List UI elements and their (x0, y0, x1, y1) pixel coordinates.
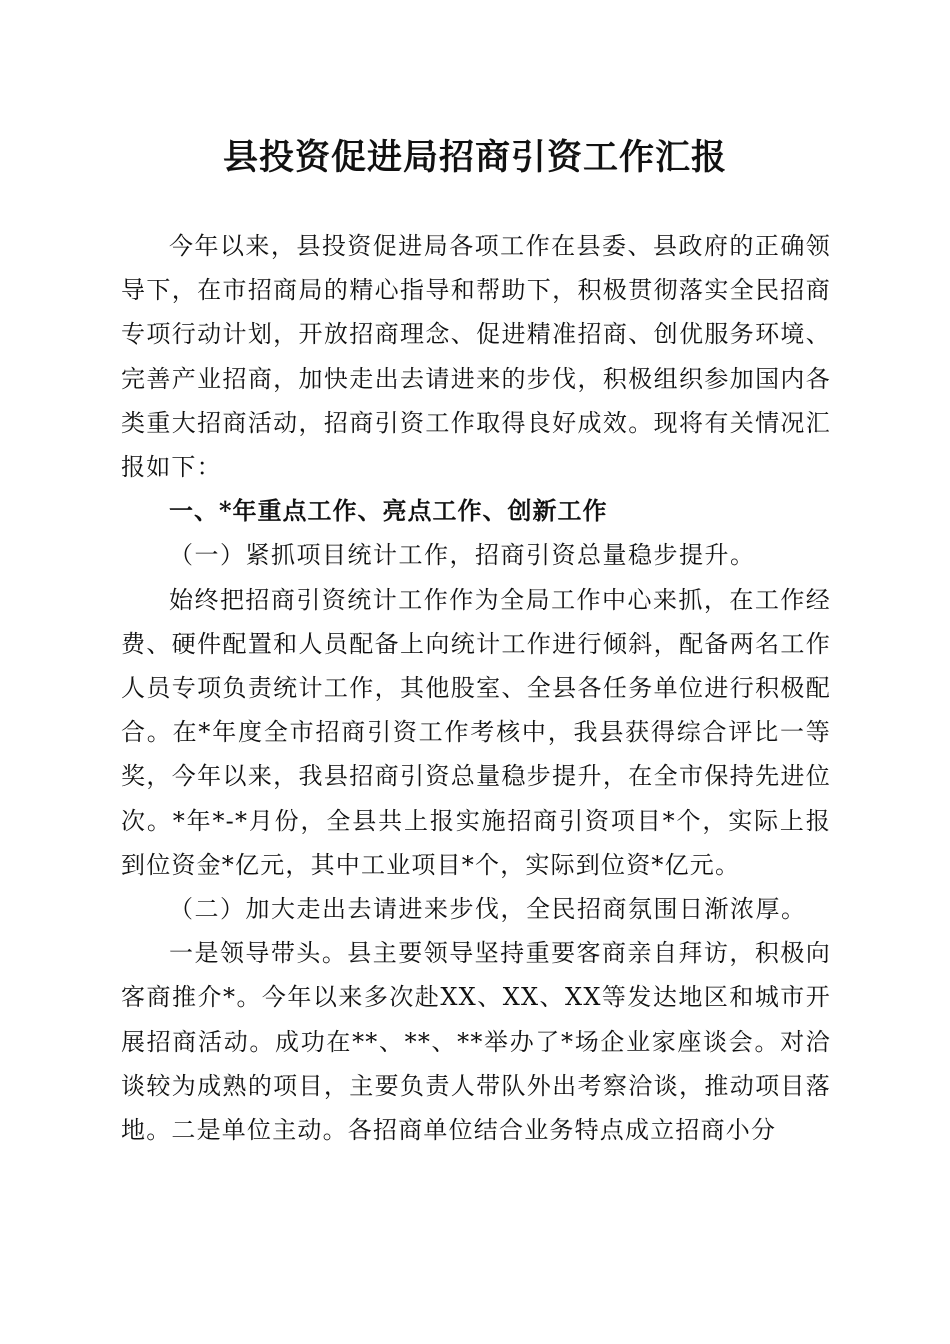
section-heading: 一、*年重点工作、亮点工作、创新工作 (169, 496, 608, 526)
intro-paragraph: 今年以来，县投资促进局各项工作在县委、县政府的正确领导下，在市招商局的精心指导和帮助下，积极贯彻落实全民招商专项行动计划，开放招商理念、促进精准招商、创优服务环境、完善产业招商，加快走出去请进来的步伐，积极组织参加国内各类重大招商活动，招商引资工作取得良好成效。现将有关情况汇报如下： (121, 232, 831, 482)
document-body (121, 224, 831, 1152)
subsection-heading: （一）紧抓项目统计工作，招商引资总量稳步提升。 (169, 541, 756, 570)
body-paragraph: 一是领导带头。县主要领导坚持重要客商亲自拜访，积极向客商推介*。今年以来多次赴XX、XX、XX等发达地区和城市开展招商活动。成功在**、**、**举办了*场企业家座谈会。对洽谈较为成熟的项目，主要负责人带队外出考察洽谈，推动项目落地。二是单位主动。各招商单位结合业务特点成立招商小分 (121, 939, 831, 1145)
body-paragraph: 始终把招商引资统计工作作为全局工作中心来抓，在工作经费、硬件配置和人员配备上向统计工作进行倾斜，配备两名工作人员专项负责统计工作，其他股室、全县各任务单位进行积极配合。在*年度全市招商引资工作考核中，我县获得综合评比一等奖，今年以来，我县招商引资总量稳步提升，在全市保持先进位次。*年*-*月份，全县共上报实施招商引资项目*个，实际上报到位资金*亿元，其中工业项目*个，实际到位资*亿元。 (121, 585, 831, 879)
subsection-heading: （二）加大走出去请进来步伐，全民招商氛围日渐浓厚。 (169, 895, 807, 924)
document-title: 县投资促进局招商引资工作汇报 (222, 137, 727, 178)
